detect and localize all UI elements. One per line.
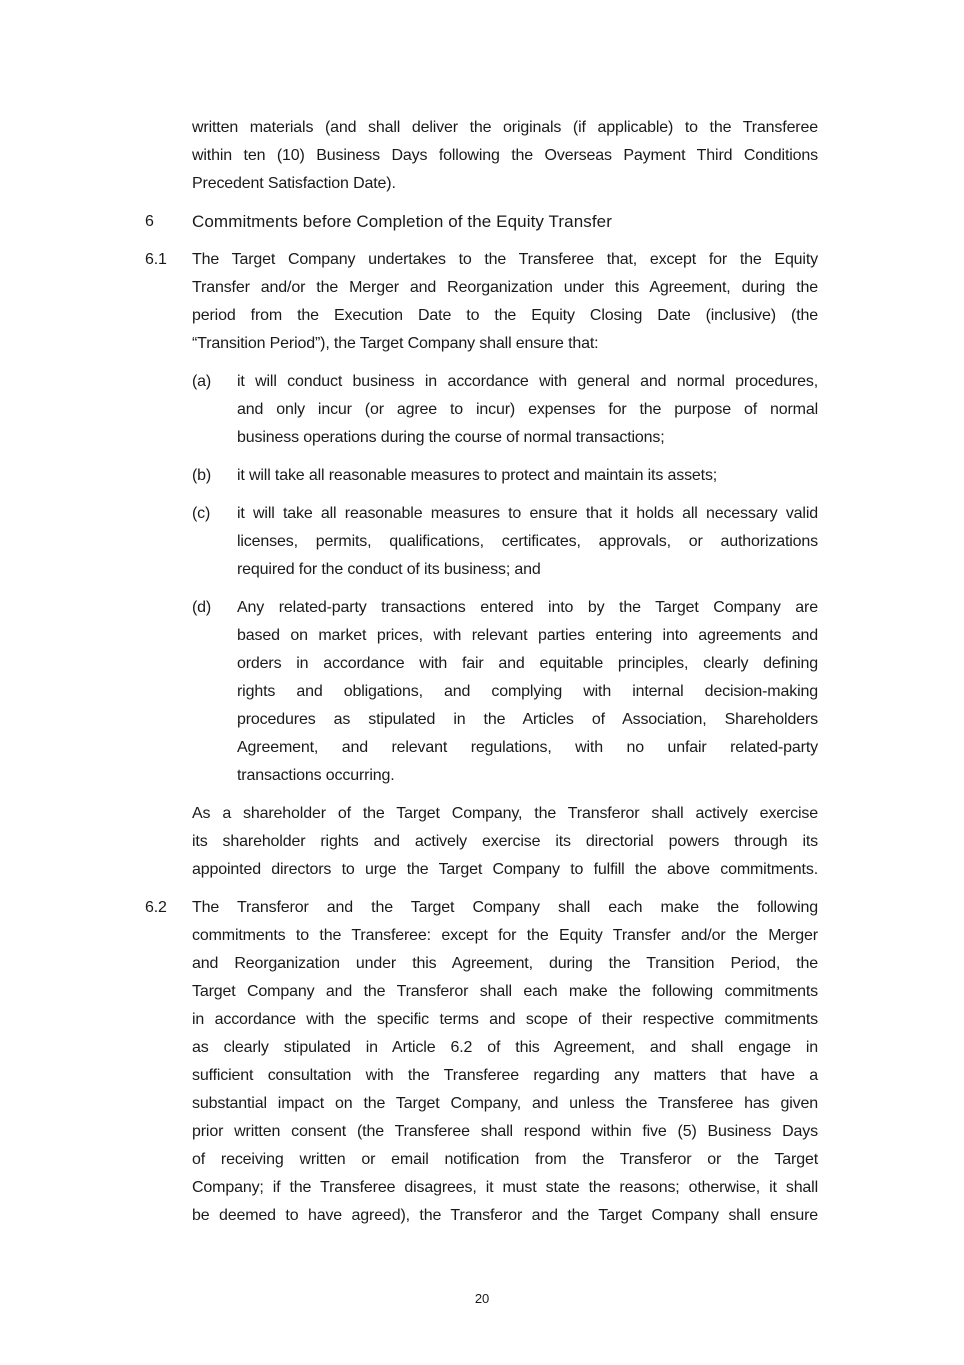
- section-heading: [0, 208, 964, 236]
- text-line: required for the conduct of its business; and: [237, 561, 541, 578]
- document-body: [0, 114, 964, 1240]
- text-line: “Transition Period”), the Target Company shall ensure that:: [192, 335, 599, 352]
- item-label: (a): [192, 373, 212, 390]
- text-line: Commitments before Completion of the Equity Transfer: [192, 212, 612, 231]
- text-line: written materials (and shall deliver the originals (if applicable) to the Transferee: [192, 119, 818, 136]
- text-line: Precedent Satisfaction Date).: [192, 175, 396, 192]
- item-label: (b): [192, 467, 212, 484]
- list-item: [0, 368, 964, 452]
- text-line: The Target Company undertakes to the Transferee that, except for the Equity: [192, 251, 818, 268]
- text-line: and only incur (or agree to incur) expenses for the purpose of normal: [237, 401, 818, 418]
- list-item: [0, 594, 964, 790]
- text-line: orders in accordance with fair and equitable principles, clearly defining: [237, 655, 818, 672]
- text-line: transactions occurring.: [237, 767, 395, 784]
- text-line: substantial impact on the Target Company, and unless the Transferee has given: [192, 1095, 818, 1112]
- text-line: of receiving written or email notification from the Transferor or the Target: [192, 1151, 818, 1168]
- text-line: As a shareholder of the Target Company, the Transferor shall actively exercise: [192, 805, 818, 822]
- clause-number: 6.1: [145, 251, 167, 268]
- list-item: [0, 500, 964, 584]
- text-line: procedures as stipulated in the Articles of Association, Shareholders: [237, 711, 818, 728]
- text-line: it will take all reasonable measures to protect and maintain its assets;: [237, 467, 718, 484]
- text-line: appointed directors to urge the Target Company to fulfill the above commitments.: [192, 861, 818, 878]
- item-label: (d): [192, 599, 212, 616]
- text-line: as clearly stipulated in Article 6.2 of this Agreement, and shall engage in: [192, 1039, 818, 1056]
- clause-number: 6.2: [145, 899, 167, 916]
- text-line: prior written consent (the Transferee shall respond within five (5) Business Days: [192, 1123, 818, 1140]
- text-line: Any related-party transactions entered into by the Target Company are: [237, 599, 818, 616]
- clause: [0, 246, 964, 358]
- text-line: business operations during the course of normal transactions;: [237, 429, 665, 446]
- text-line: Agreement, and relevant regulations, with no unfair related-party: [237, 739, 818, 756]
- text-line: Company; if the Transferee disagrees, it must state the reasons; otherwise, it shall: [192, 1179, 818, 1196]
- paragraph: [0, 800, 964, 884]
- text-line: licenses, permits, qualifications, certificates, approvals, or authorizations: [237, 533, 818, 550]
- text-line: be deemed to have agreed), the Transferor and the Target Company shall ensure: [192, 1207, 818, 1224]
- paragraph: [0, 114, 964, 198]
- text-line: period from the Execution Date to the Equity Closing Date (inclusive) (the: [192, 307, 818, 324]
- text-line: within ten (10) Business Days following the Overseas Payment Third Conditions: [192, 147, 818, 164]
- text-line: based on market prices, with relevant parties entering into agreements and: [237, 627, 818, 644]
- item-label: (c): [192, 505, 211, 522]
- text-line: commitments to the Transferee: except for the Equity Transfer and/or the Merger: [192, 927, 818, 944]
- text-line: and Reorganization under this Agreement, during the Transition Period, the: [192, 955, 818, 972]
- text-line: it will take all reasonable measures to ensure that it holds all necessary valid: [237, 505, 818, 522]
- text-line: Transfer and/or the Merger and Reorganization under this Agreement, during the: [192, 279, 818, 296]
- page-number: 20: [474, 1291, 490, 1306]
- clause-number: 6: [145, 213, 154, 230]
- text-line: Target Company and the Transferor shall each make the following commitments: [192, 983, 818, 1000]
- text-line: it will conduct business in accordance with general and normal procedures,: [237, 373, 818, 390]
- text-line: The Transferor and the Target Company shall each make the following: [192, 899, 818, 916]
- list-item: [0, 462, 964, 490]
- text-line: in accordance with the specific terms and scope of their respective commitments: [192, 1011, 818, 1028]
- clause: [0, 894, 964, 1230]
- text-line: sufficient consultation with the Transferee regarding any matters that have a: [192, 1067, 818, 1084]
- text-line: its shareholder rights and actively exercise its directorial powers through its: [192, 833, 818, 850]
- text-line: rights and obligations, and complying with internal decision-making: [237, 683, 818, 700]
